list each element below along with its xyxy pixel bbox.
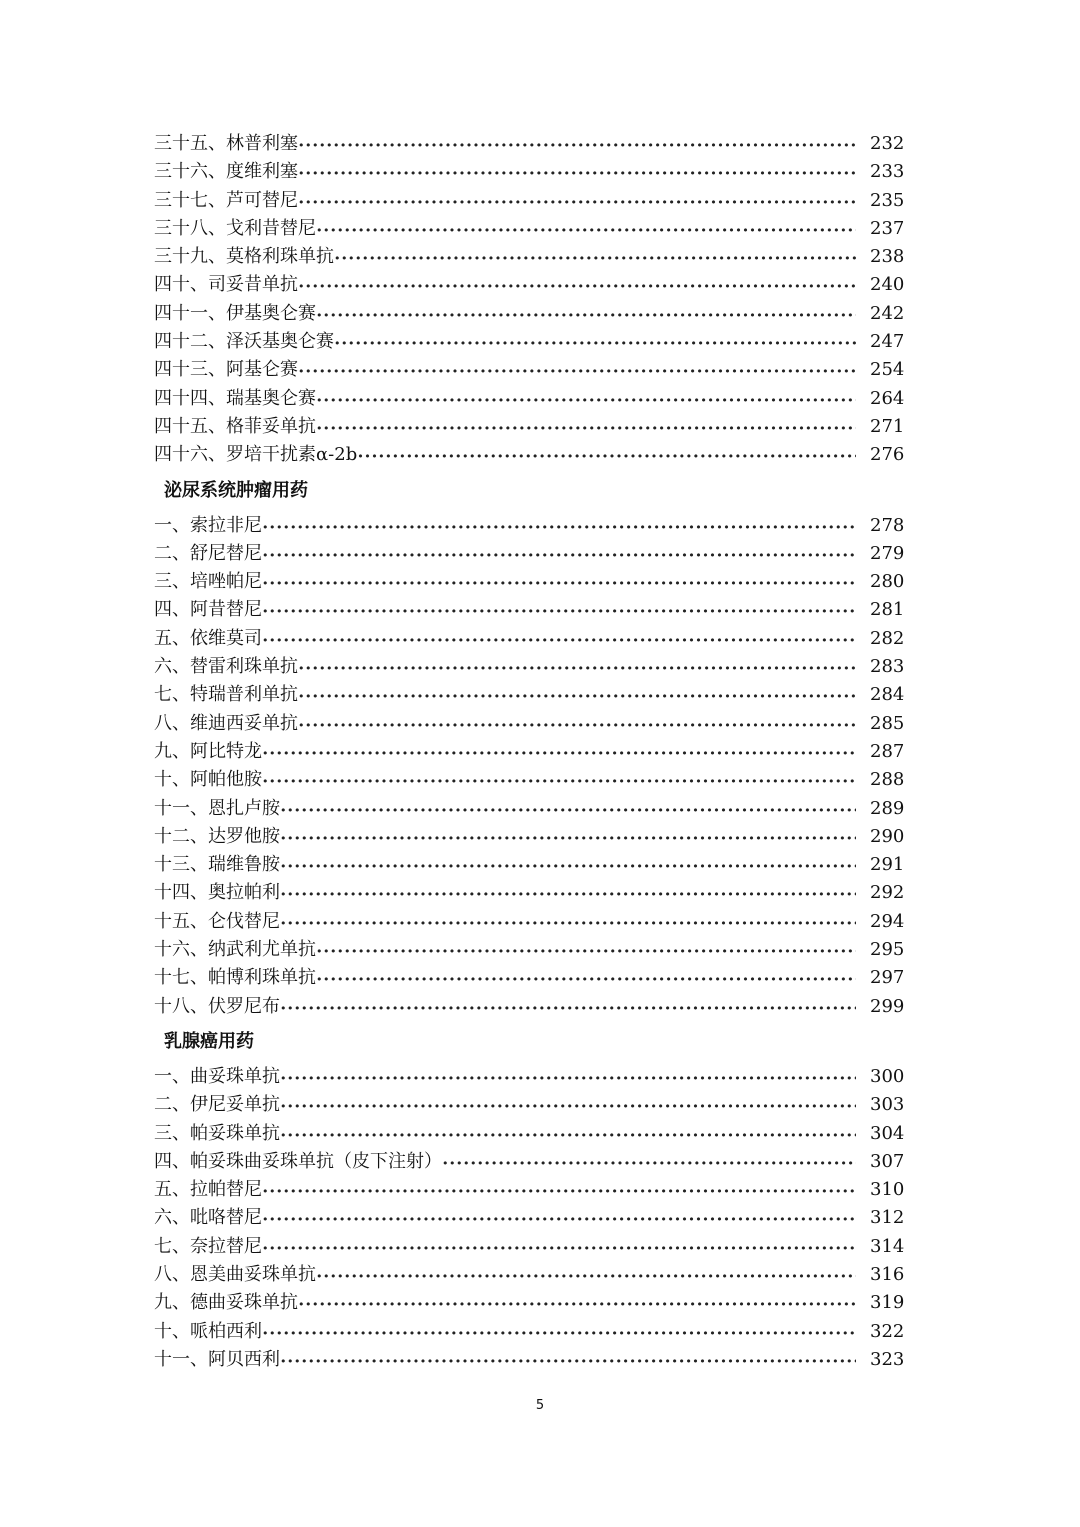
toc-entry-page: 295 — [870, 939, 905, 961]
toc-entry[interactable] — [154, 300, 905, 328]
toc-entry-title: 九、德曲妥珠单抗 — [154, 1292, 298, 1314]
toc-entry[interactable] — [154, 993, 905, 1021]
section-heading: 泌尿系统肿瘤用药 — [164, 479, 308, 501]
dot-leader — [316, 217, 856, 245]
toc-entry-page: 276 — [870, 444, 905, 466]
toc-entry[interactable] — [154, 187, 905, 215]
toc-entry-page: 300 — [870, 1065, 905, 1087]
dot-leader — [280, 797, 856, 825]
toc-entry[interactable] — [154, 1176, 905, 1204]
toc-entry-page: 303 — [870, 1094, 905, 1116]
toc-entry-title: 四十、司妥昔单抗 — [154, 274, 298, 296]
toc-entry-title: 三、帕妥珠单抗 — [154, 1122, 280, 1144]
dot-leader — [298, 160, 856, 188]
toc-entry[interactable] — [154, 385, 905, 413]
toc-entry-page: 322 — [870, 1320, 905, 1342]
toc-entry[interactable] — [154, 596, 905, 624]
toc-entry-title: 十二、达罗他胺 — [154, 825, 280, 847]
toc-entry-title: 七、特瑞普利单抗 — [154, 684, 298, 706]
dot-leader — [298, 683, 856, 711]
toc-entry-title: 十七、帕博利珠单抗 — [154, 967, 316, 989]
toc-entry-page: 235 — [870, 189, 905, 211]
toc-entry-title: 四十一、伊基奥仑赛 — [154, 302, 316, 324]
toc-entry[interactable] — [154, 908, 905, 936]
dot-leader — [334, 330, 856, 358]
toc-entry-page: 323 — [870, 1348, 905, 1370]
toc-entry[interactable] — [154, 413, 905, 441]
toc-entry-title: 四、阿昔替尼 — [154, 599, 262, 621]
dot-leader — [298, 655, 856, 683]
dot-leader — [262, 740, 856, 768]
dot-leader — [280, 995, 856, 1023]
toc-entry-page: 294 — [870, 910, 905, 932]
toc-entry-title: 二、舒尼替尼 — [154, 542, 262, 564]
dot-leader — [262, 1206, 856, 1234]
dot-leader — [262, 598, 856, 626]
dot-leader — [262, 514, 856, 542]
toc-entry-title: 三十七、芦可替尼 — [154, 189, 298, 211]
toc-entry-title: 一、索拉非尼 — [154, 514, 262, 536]
toc-entry-page: 297 — [870, 967, 905, 989]
toc-entry[interactable] — [154, 568, 905, 596]
toc-entry-page: 247 — [870, 331, 905, 353]
dot-leader — [298, 273, 856, 301]
toc-entry-title: 十、阿帕他胺 — [154, 769, 262, 791]
toc-entry[interactable] — [154, 356, 905, 384]
dot-leader — [316, 1263, 856, 1291]
toc-entry-title: 一、曲妥珠单抗 — [154, 1065, 280, 1087]
toc-entry-title: 十五、仑伐替尼 — [154, 910, 280, 932]
toc-entry-page: 304 — [870, 1122, 905, 1144]
toc-entry-page: 292 — [870, 882, 905, 904]
dot-leader — [357, 443, 856, 471]
toc-entry[interactable] — [154, 710, 905, 738]
dot-leader — [298, 358, 856, 386]
toc-entry[interactable] — [154, 1346, 905, 1374]
toc-entry[interactable] — [154, 540, 905, 568]
dot-leader — [334, 245, 856, 273]
toc-entry-page: 254 — [870, 359, 905, 381]
toc-entry-page: 314 — [870, 1235, 905, 1257]
toc-entry-title: 三十八、戈利昔替尼 — [154, 217, 316, 239]
toc-entry[interactable] — [154, 1318, 905, 1346]
toc-entry[interactable] — [154, 512, 905, 540]
toc-entry-page: 232 — [870, 133, 905, 154]
dot-leader — [262, 627, 856, 655]
toc-entry[interactable] — [154, 1289, 905, 1317]
toc-entry-page: 281 — [870, 599, 905, 621]
toc-entry[interactable] — [154, 1261, 905, 1289]
toc-entry-title: 三十六、度维利塞 — [154, 161, 298, 183]
dot-leader — [298, 189, 856, 217]
dot-leader — [280, 1065, 856, 1093]
toc-entry-page: 319 — [870, 1292, 905, 1314]
toc-entry[interactable] — [154, 441, 905, 469]
toc-entry-page: 316 — [870, 1263, 905, 1285]
toc-entry-title: 十一、阿贝西利 — [154, 1348, 280, 1370]
dot-leader — [280, 910, 856, 938]
toc-entry-page: 283 — [870, 656, 905, 678]
toc-entry-page: 290 — [870, 825, 905, 847]
toc-entry-title: 四十六、罗培干扰素α-2b — [154, 444, 358, 466]
toc-entry-title: 十、哌柏西利 — [154, 1320, 262, 1342]
toc-entry-title: 六、吡咯替尼 — [154, 1207, 262, 1229]
toc-entry-title: 五、依维莫司 — [154, 627, 262, 649]
dot-leader — [316, 966, 856, 994]
toc-entry-title: 三十九、莫格利珠单抗 — [154, 246, 334, 268]
toc-entry-title: 八、恩美曲妥珠单抗 — [154, 1263, 316, 1285]
toc-entry[interactable] — [154, 738, 905, 766]
toc-entry-title: 三十五、林普利塞 — [154, 133, 298, 154]
toc-entry-page: 279 — [870, 542, 905, 564]
toc-entry[interactable] — [154, 1233, 905, 1261]
dot-leader — [262, 1235, 856, 1263]
toc-entry-title: 十六、纳武利尤单抗 — [154, 939, 316, 961]
toc-entry-page: 242 — [870, 302, 905, 324]
toc-entry[interactable] — [154, 1091, 905, 1119]
dot-leader — [262, 1320, 856, 1348]
toc-entry-title: 二、伊尼妥单抗 — [154, 1094, 280, 1116]
toc-entry-page: 237 — [870, 217, 905, 239]
toc-entry-page: 284 — [870, 684, 905, 706]
toc-entry-page: 310 — [870, 1179, 905, 1201]
dot-leader — [316, 415, 856, 443]
toc-entry[interactable] — [154, 936, 905, 964]
toc-entry[interactable] — [154, 964, 905, 992]
toc-entry-page: 238 — [870, 246, 905, 268]
toc-entry-title: 四、帕妥珠曲妥珠单抗（皮下注射） — [154, 1150, 442, 1172]
toc-entry[interactable] — [154, 879, 905, 907]
toc-entry[interactable] — [154, 766, 905, 794]
toc-entry-page: 240 — [870, 274, 905, 296]
dot-leader — [298, 1291, 856, 1319]
toc-entry-page: 299 — [870, 995, 905, 1017]
toc-entry-page: 288 — [870, 769, 905, 791]
toc-entry-title: 十四、奥拉帕利 — [154, 882, 280, 904]
toc-entry-title: 九、阿比特龙 — [154, 740, 262, 762]
toc-entry-title: 四十三、阿基仑赛 — [154, 359, 298, 381]
dot-leader — [316, 302, 856, 330]
toc-entry-page: 287 — [870, 740, 905, 762]
toc-entry-page: 264 — [870, 387, 905, 409]
toc-entry-title: 十八、伏罗尼布 — [154, 995, 280, 1017]
toc-entry[interactable] — [154, 215, 905, 243]
toc-entry-page: 282 — [870, 627, 905, 649]
dot-leader — [280, 825, 856, 853]
toc-entry[interactable] — [154, 681, 905, 709]
toc-entry-title: 四十二、泽沃基奥仑赛 — [154, 331, 334, 353]
toc-entry[interactable] — [154, 1063, 905, 1091]
toc-entry-title: 十三、瑞维鲁胺 — [154, 854, 280, 876]
dot-leader — [316, 938, 856, 966]
toc-entry-title: 三、培唑帕尼 — [154, 571, 262, 593]
dot-leader — [280, 853, 856, 881]
toc-entry-title: 七、奈拉替尼 — [154, 1235, 262, 1257]
toc-entry-page: 307 — [870, 1150, 905, 1172]
dot-leader — [262, 1178, 856, 1206]
dot-leader — [280, 881, 856, 909]
toc-entry-title: 五、拉帕替尼 — [154, 1179, 262, 1201]
toc-entry-page: 280 — [870, 571, 905, 593]
dot-leader — [262, 768, 856, 796]
section-heading: 乳腺癌用药 — [164, 1030, 254, 1052]
dot-leader — [298, 132, 856, 160]
toc-entry-page: 285 — [870, 712, 905, 734]
toc-entry[interactable] — [154, 1148, 905, 1176]
toc-entry-title: 六、替雷利珠单抗 — [154, 656, 298, 678]
dot-leader — [316, 387, 856, 415]
toc-entry[interactable] — [154, 328, 905, 356]
toc-entry-page: 271 — [870, 415, 905, 437]
dot-leader — [262, 542, 856, 570]
dot-leader — [442, 1150, 856, 1178]
toc-entry-title: 四十五、格菲妥单抗 — [154, 415, 316, 437]
toc-entry[interactable] — [154, 823, 905, 851]
toc-entry[interactable] — [154, 243, 905, 271]
dot-leader — [280, 1348, 856, 1376]
page-number: 5 — [535, 1398, 545, 1413]
toc-entry[interactable] — [154, 851, 905, 879]
toc-entry-title: 八、维迪西妥单抗 — [154, 712, 298, 734]
toc-entry[interactable] — [154, 158, 905, 186]
toc-entry-title: 四十四、瑞基奥仑赛 — [154, 387, 316, 409]
toc-entry-page: 291 — [870, 854, 905, 876]
toc-entry[interactable] — [154, 1120, 905, 1148]
dot-leader — [280, 1093, 856, 1121]
dot-leader — [298, 712, 856, 740]
toc-entry-title: 十一、恩扎卢胺 — [154, 797, 280, 819]
table-of-contents — [154, 130, 905, 1374]
toc-entry-page: 233 — [870, 161, 905, 183]
toc-entry[interactable] — [154, 653, 905, 681]
dot-leader — [280, 1122, 856, 1150]
toc-entry[interactable] — [154, 1204, 905, 1232]
toc-entry[interactable] — [154, 625, 905, 653]
toc-entry-page: 289 — [870, 797, 905, 819]
toc-entry[interactable] — [154, 795, 905, 823]
dot-leader — [262, 570, 856, 598]
toc-entry[interactable] — [154, 271, 905, 299]
toc-entry-page: 278 — [870, 514, 905, 536]
toc-entry[interactable] — [154, 130, 905, 158]
toc-entry-page: 312 — [870, 1207, 905, 1229]
